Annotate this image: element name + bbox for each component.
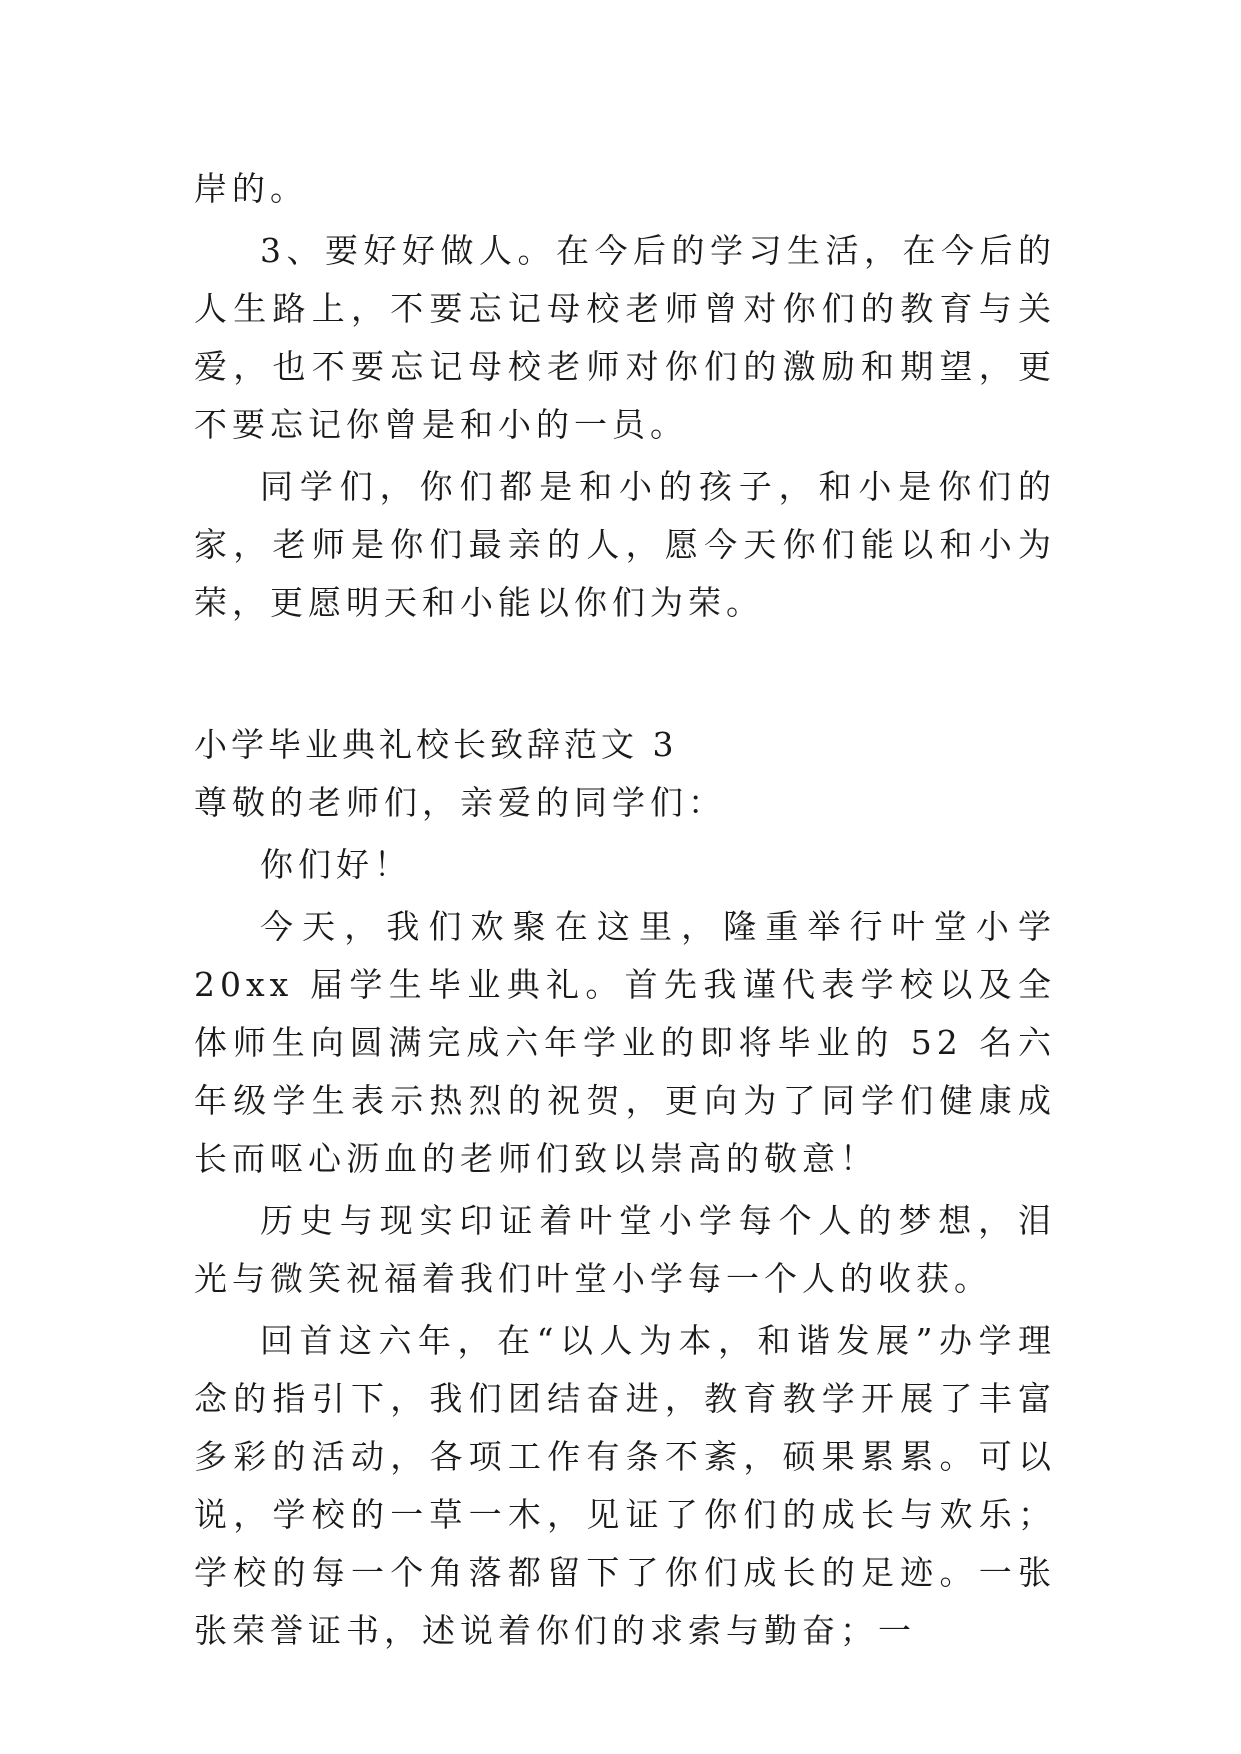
paragraph-point-3: 3、要好好做人。在今后的学习生活，在今后的人生路上，不要忘记母校老师曾对你们的教育与关爱，也不要忘记母校老师对你们的激励和期望，更不要忘记你曾是和小的一员。 — [194, 231, 1056, 444]
document-body — [194, 160, 1056, 1664]
paragraph-history: 历史与现实印证着叶堂小学每个人的梦想，泪光与微笑祝福着我们叶堂小学每一个人的收获。 — [194, 1201, 1056, 1298]
paragraph-continuation: 岸的。 — [194, 169, 308, 208]
paragraph-closing: 同学们，你们都是和小的孩子，和小是你们的家，老师是你们最亲的人，愿今天你们能以和小为荣，更愿明天和小能以你们为荣。 — [194, 467, 1056, 622]
section-title: 小学毕业典礼校长致辞范文 3 — [194, 725, 678, 764]
paragraph-greeting: 你们好！ — [260, 845, 412, 884]
paragraph-opening: 今天，我们欢聚在这里，隆重举行叶堂小学 20xx 届学生毕业典礼。首先我谨代表学校以及全体师生向圆满完成六年学业的即将毕业的 52 名六年级学生表示热烈的祝贺，更向为了同学们健康成长而呕心沥血的老师们致以崇高的敬意！ — [194, 907, 1056, 1178]
salutation: 尊敬的老师们，亲爱的同学们： — [194, 783, 726, 822]
paragraph-review: 回首这六年，在“以人为本，和谐发展”办学理念的指引下，我们团结奋进，教育教学开展了丰富多彩的活动，各项工作有条不紊，硕果累累。可以说，学校的一草一木，见证了你们的成长与欢乐；学校的每一个角落都留下了你们成长的足迹。一张张荣誉证书，述说着你们的求索与勤奋；一 — [194, 1321, 1056, 1650]
